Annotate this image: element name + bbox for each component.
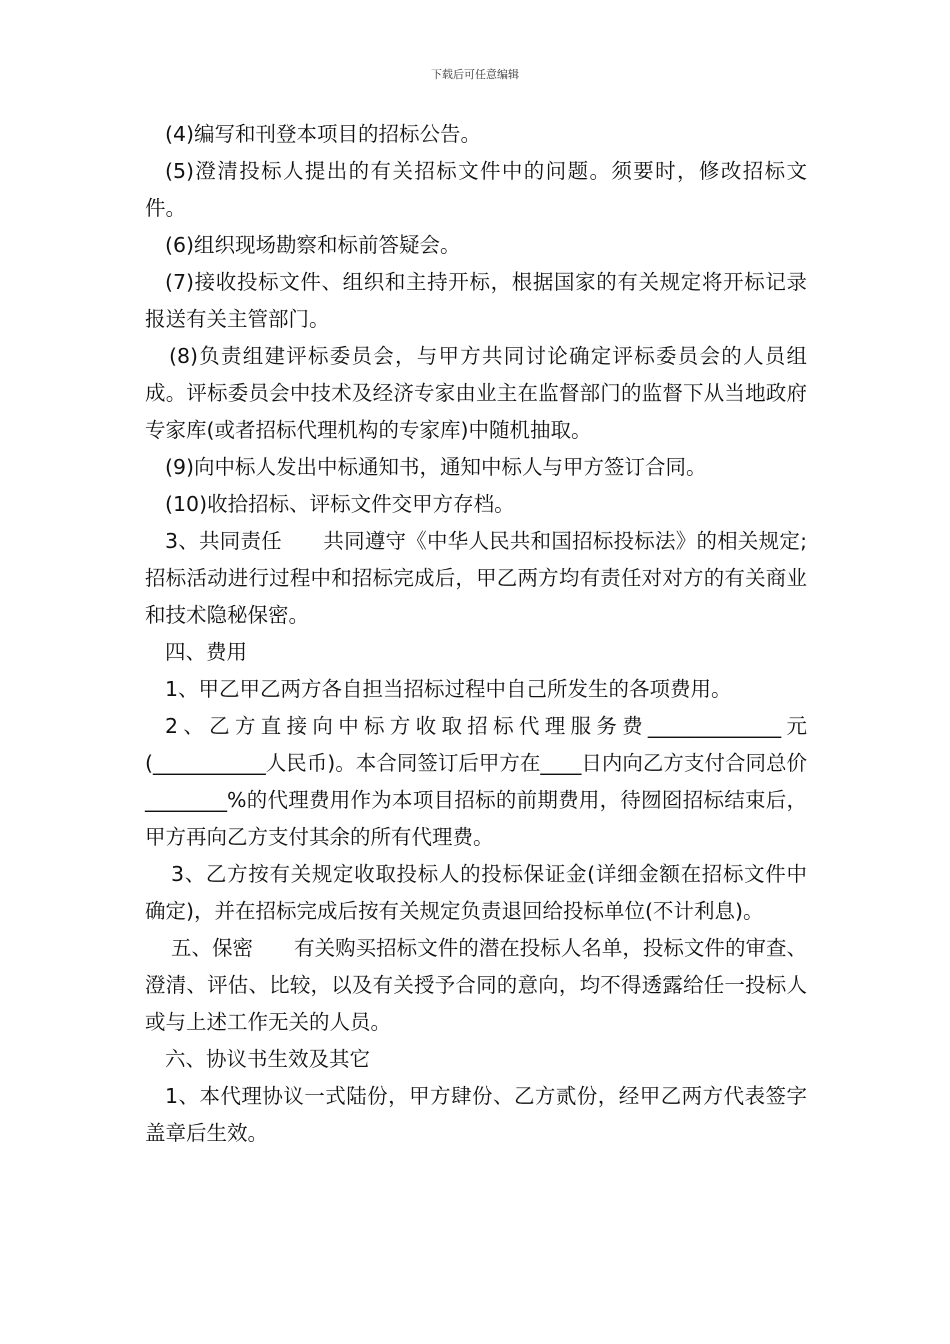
section-heading-fees: 四、费用 [165, 640, 247, 664]
paragraph-item-7: (7)接收投标文件、组织和主持开标，根据国家的有关规定将开标记录报送有关主管部门。 [145, 270, 807, 331]
page-header-note: 下载后可任意编辑 [431, 68, 519, 81]
paragraph-item-9: (9)向中标人发出中标通知书，通知中标人与甲方签订合同。 [165, 455, 707, 479]
paragraph-fees-3: 3、乙方按有关规定收取投标人的投标保证金(详细金额在招标文件中确定)，并在招标完成后按有关规定负责退回给投标单位(不计利息)。 [145, 862, 807, 923]
paragraph-confidentiality: 五、保密 有关购买招标文件的潜在投标人名单，投标文件的审查、澄清、评估、比较，以及有关授予合同的意向，均不得透露给任一投标人或与上述工作无关的人员。 [145, 936, 807, 1034]
paragraph-item-10: (10)收拾招标、评标文件交甲方存档。 [165, 492, 515, 516]
section-heading-effectiveness: 六、协议书生效及其它 [165, 1047, 370, 1071]
document-body [145, 116, 807, 1152]
paragraph-item-5: (5)澄清投标人提出的有关招标文件中的问题。须要时，修改招标文件。 [145, 159, 807, 220]
paragraph-fees-2: 2、乙方直接向中标方收取招标代理服务费_____________元(___________人民币)。本合同签订后甲方在____日内向乙方支付合同总价________%的代理费用作为本项目招标的前期费用，待囫囵招标结束后，甲方再向乙方支付其余的所有代理费。 [145, 714, 807, 849]
paragraph-effectiveness-1: 1、本代理协议一式陆份，甲方肆份、乙方贰份，经甲乙两方代表签字盖章后生效。 [145, 1084, 807, 1145]
paragraph-item-8: (8)负责组建评标委员会，与甲方共同讨论确定评标委员会的人员组成。评标委员会中技术及经济专家由业主在监督部门的监督下从当地政府专家库(或者招标代理机构的专家库)中随机抽取。 [145, 344, 807, 442]
paragraph-item-4: (4)编写和刊登本项目的招标公告。 [165, 122, 482, 146]
paragraph-item-6: (6)组织现场勘察和标前答疑会。 [165, 233, 461, 257]
paragraph-joint-responsibility: 3、共同责任 共同遵守《中华人民共和国招标投标法》的相关规定;招标活动进行过程中和招标完成后，甲乙两方均有责任对对方的有关商业和技术隐秘保密。 [145, 529, 807, 627]
paragraph-fees-1: 1、甲乙甲乙两方各自担当招标过程中自己所发生的各项费用。 [165, 677, 732, 701]
